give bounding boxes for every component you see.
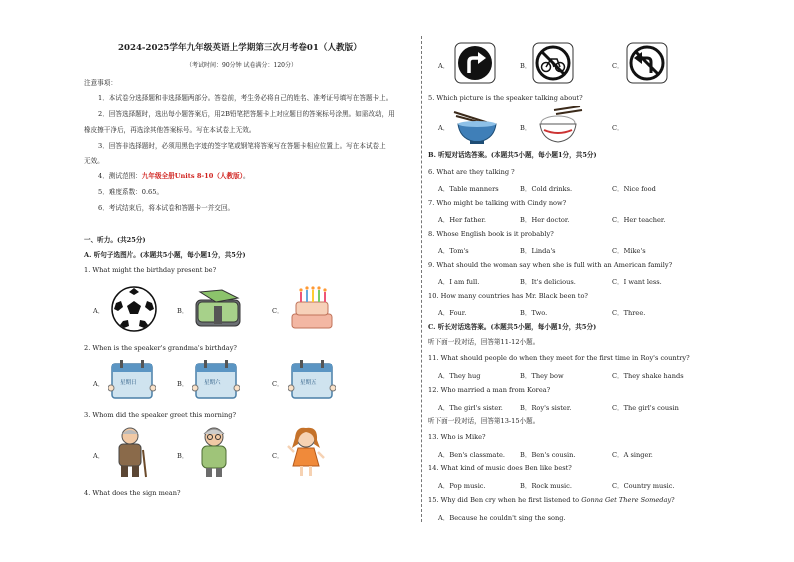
question-8: 8. Whose English book is it probably? bbox=[428, 230, 554, 238]
q5-option-a-label: A． bbox=[438, 124, 450, 132]
question-3: 3. Whom did the speaker greet this morning? bbox=[84, 411, 236, 419]
q11-option-a: A．They hug bbox=[438, 372, 481, 380]
birthday-cake-image bbox=[288, 284, 336, 332]
part-a-title: A. 听句子选图片。(本题共5小题，每小题1分，共5分) bbox=[84, 251, 246, 259]
q3-option-b-label: B． bbox=[177, 452, 189, 460]
q8-option-b: B．Linda's bbox=[520, 247, 556, 255]
section-1-title: 一、听力。(共25分) bbox=[84, 236, 146, 244]
q4-option-b-label: B． bbox=[520, 62, 532, 70]
turn-right-sign-icon bbox=[454, 42, 496, 84]
question-7: 7. Who might be talking with Cindy now? bbox=[428, 199, 567, 207]
q5-option-b-label: B． bbox=[520, 124, 532, 132]
calendar-friday-image bbox=[288, 358, 336, 402]
q5-option-c-label: C． bbox=[612, 124, 624, 132]
q9-option-a: A．I am full. bbox=[438, 278, 480, 286]
calendar-saturday-label: 星期六 bbox=[204, 380, 221, 386]
q7-option-a: A．Her father. bbox=[438, 216, 486, 224]
girl-image bbox=[286, 426, 326, 478]
q4-option-c-label: C． bbox=[612, 62, 624, 70]
no-bicycle-sign-icon bbox=[532, 42, 574, 84]
note-6: 6．考试结束后，将本试卷和答题卡一并交回。 bbox=[98, 204, 235, 212]
q8-option-c: C．Mike's bbox=[612, 247, 646, 255]
part-c-title: C. 听长对话选答案。(本题共5小题，每小题1分，共5分) bbox=[428, 323, 597, 331]
soccer-ball-image bbox=[110, 285, 158, 333]
old-man-image bbox=[110, 426, 150, 478]
note-2a: 2．回答选择题时，选出每小题答案后，用2B铅笔把答题卡上对应题目的答案标号涂黑。如需改动，用 bbox=[98, 110, 395, 118]
q1-option-a-label: A． bbox=[93, 307, 105, 315]
q1-option-c-label: C． bbox=[272, 307, 284, 315]
exam-subtitle: （考试时间：90分钟 试卷满分：120分） bbox=[186, 62, 297, 69]
q6-option-a: A．Table manners bbox=[438, 185, 499, 193]
notes-heading: 注意事项： bbox=[84, 79, 117, 87]
calendar-saturday-image bbox=[192, 358, 240, 402]
question-15 bbox=[428, 496, 675, 504]
question-4: 4. What does the sign mean? bbox=[84, 489, 181, 497]
exam-title: 2024-2025学年九年级英语上学期第三次月考卷01（人教版） bbox=[118, 43, 362, 53]
q3-option-a-label: A． bbox=[93, 452, 105, 460]
q10-option-b: B．Two. bbox=[520, 309, 548, 317]
q10-option-c: C．Three. bbox=[612, 309, 646, 317]
q13-option-a: A．Ben's classmate. bbox=[438, 451, 505, 459]
q3-option-c-label: C． bbox=[272, 452, 284, 460]
q11-option-b: B．They bow bbox=[520, 372, 564, 380]
question-15-suffix: ? bbox=[671, 496, 675, 504]
q7-option-c: C．Her teacher. bbox=[612, 216, 666, 224]
q10-option-a: A．Four. bbox=[438, 309, 467, 317]
no-left-turn-sign-icon bbox=[626, 42, 668, 84]
q12-option-b: B．Roy's sister. bbox=[520, 404, 572, 412]
q11-option-c: C．They shake hands bbox=[612, 372, 684, 380]
q13-option-c: C．A singer. bbox=[612, 451, 653, 459]
part-c-intro-2: 听下面一段对话，回答第13-15小题。 bbox=[428, 417, 540, 425]
q2-option-b-label: B． bbox=[177, 380, 189, 388]
rice-bowl-image bbox=[534, 106, 584, 146]
q12-option-a: A．The girl's sister. bbox=[438, 404, 503, 412]
question-10: 10. How many countries has Mr. Black been to? bbox=[428, 292, 588, 300]
old-woman-image bbox=[194, 426, 234, 478]
note-4-suffix: 。 bbox=[243, 172, 250, 180]
question-1: 1. What might the birthday present be? bbox=[84, 266, 217, 274]
q9-option-c: C．I want less. bbox=[612, 278, 662, 286]
column-divider bbox=[421, 36, 422, 522]
q13-option-b: B．Ben's cousin. bbox=[520, 451, 576, 459]
note-1: 1．本试卷分选择题和非选择题两部分。答卷前，考生务必将自己的姓名、准考证号填写在答题卡上。 bbox=[98, 94, 393, 102]
note-4 bbox=[98, 172, 250, 180]
q6-option-c: C．Nice food bbox=[612, 185, 656, 193]
part-c-intro-1: 听下面一段对话，回答第11-12小题。 bbox=[428, 338, 540, 346]
note-2b: 橡皮擦干净后，再选涂其他答案标号。写在本试卷上无效。 bbox=[84, 126, 256, 134]
lunch-box-image bbox=[192, 288, 244, 330]
bowl-with-chopsticks-image bbox=[452, 106, 502, 146]
question-13: 13. Who is Mike? bbox=[428, 433, 486, 441]
question-9: 9. What should the woman say when she is full with an American family? bbox=[428, 261, 673, 269]
question-14: 14. What kind of music does Ben like best? bbox=[428, 464, 572, 472]
q15-option-a: A．Because he couldn't sing the song. bbox=[438, 514, 566, 522]
calendar-sunday-label: 星期日 bbox=[120, 380, 137, 386]
q7-option-b: B．Her doctor. bbox=[520, 216, 570, 224]
question-12: 12. Who married a man from Korea? bbox=[428, 386, 551, 394]
note-5: 5．难度系数：0.65。 bbox=[98, 188, 164, 196]
question-15-song-title: Gonna Get There Someday bbox=[581, 496, 672, 504]
calendar-friday-label: 星期五 bbox=[300, 380, 317, 386]
note-3b: 无效。 bbox=[84, 157, 104, 165]
note-4-prefix: 4．测试范围： bbox=[98, 172, 142, 180]
q2-option-c-label: C． bbox=[272, 380, 284, 388]
calendar-sunday-image bbox=[108, 358, 156, 402]
note-4-range: 九年级全册Units 8-10（人教版） bbox=[141, 172, 244, 180]
question-11: 11. What should people do when they meet for the first time in Roy's country? bbox=[428, 354, 690, 362]
q14-option-c: C．Country music. bbox=[612, 482, 675, 490]
q12-option-c: C．The girl's cousin bbox=[612, 404, 679, 412]
part-b-title: B. 听短对话选答案。(本题共5小题，每小题1分，共5分) bbox=[428, 151, 597, 159]
q4-option-a-label: A． bbox=[438, 62, 450, 70]
question-15-prefix: 15. Why did Ben cry when he first listened to bbox=[428, 496, 582, 504]
q9-option-b: B．It's delicious. bbox=[520, 278, 576, 286]
q1-option-b-label: B． bbox=[177, 307, 189, 315]
question-2: 2. When is the speaker's grandma's birthday? bbox=[84, 344, 237, 352]
q14-option-a: A．Pop music. bbox=[438, 482, 486, 490]
q2-option-a-label: A． bbox=[93, 380, 105, 388]
q14-option-b: B．Rock music. bbox=[520, 482, 572, 490]
q6-option-b: B．Cold drinks. bbox=[520, 185, 573, 193]
note-3a: 3．回答非选择题时，必须用黑色字迹的签字笔或钢笔将答案写在答题卡相应位置上。写在本试卷上 bbox=[98, 142, 386, 150]
question-6: 6. What are they talking ? bbox=[428, 168, 515, 176]
question-5: 5. Which picture is the speaker talking about? bbox=[428, 94, 583, 102]
q8-option-a: A．Tom's bbox=[438, 247, 469, 255]
